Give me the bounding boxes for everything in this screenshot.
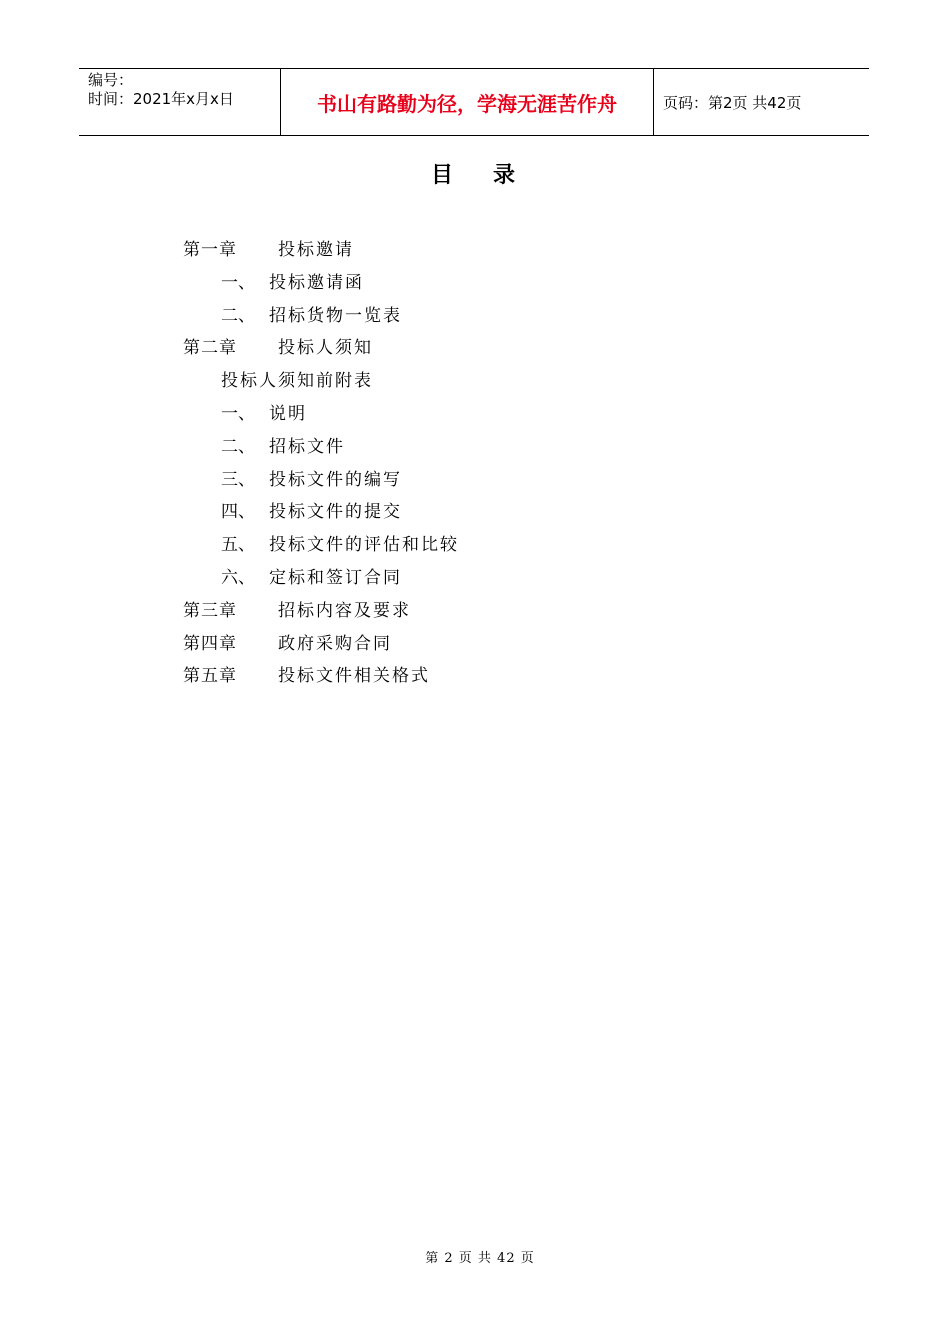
document-code-label: 编号：	[88, 71, 134, 89]
toc-text: 投标人须知	[278, 338, 373, 359]
toc-text: 投标邀请函	[269, 272, 364, 293]
toc-entry[interactable]	[183, 402, 459, 435]
header-motto: 书山有路勤为径，学海无涯苦作舟	[281, 69, 654, 135]
toc-entry[interactable]	[183, 271, 459, 304]
toc-text: 招标货物一览表	[269, 305, 402, 326]
page-title: 目录	[430, 163, 555, 188]
toc-number: 一、	[221, 272, 255, 293]
toc-number: 二、	[221, 436, 255, 457]
toc-number: 第五章	[183, 666, 237, 687]
toc-number: 三、	[221, 469, 255, 490]
toc-number: 第四章	[183, 633, 237, 654]
toc-entry[interactable]	[183, 664, 459, 697]
toc-entry[interactable]	[183, 632, 459, 665]
toc-entry[interactable]	[183, 304, 459, 337]
header-page-info: 页码：第2页 共42页	[663, 93, 802, 112]
toc-text: 招标文件	[269, 436, 345, 457]
toc-entry[interactable]	[183, 336, 459, 369]
toc-entry[interactable]	[183, 369, 459, 402]
toc-text: 投标文件的提交	[269, 502, 402, 523]
toc-text: 招标内容及要求	[278, 600, 411, 621]
toc-entry[interactable]	[183, 533, 459, 566]
toc-number: 第三章	[183, 600, 237, 621]
toc-text: 投标文件相关格式	[278, 666, 430, 687]
toc-text: 投标文件的评估和比较	[269, 535, 459, 556]
toc-entry[interactable]	[183, 238, 459, 271]
toc-number: 第一章	[183, 240, 237, 260]
toc-number: 四、	[221, 502, 255, 523]
toc-text: 投标人须知前附表	[221, 371, 373, 392]
toc-number: 六、	[221, 567, 255, 588]
toc-number: 第二章	[183, 338, 237, 359]
page-footer: 第 2 页 共 42 页	[425, 1251, 535, 1266]
toc-text: 投标邀请	[278, 240, 354, 260]
toc-number: 一、	[221, 403, 255, 424]
toc-entry[interactable]	[183, 500, 459, 533]
toc-entry[interactable]	[183, 435, 459, 468]
toc-entry[interactable]	[183, 566, 459, 599]
toc-number: 二、	[221, 305, 255, 326]
toc-text: 定标和签订合同	[269, 567, 402, 588]
toc-entry[interactable]	[183, 599, 459, 632]
toc-number: 五、	[221, 535, 255, 556]
table-of-contents	[183, 238, 459, 697]
header-meta	[79, 69, 281, 135]
page-header	[79, 68, 869, 136]
toc-text: 政府采购合同	[278, 633, 392, 654]
toc-text: 说明	[269, 403, 307, 424]
document-time: 时间：2021年x月x日	[88, 90, 234, 108]
toc-entry[interactable]	[183, 468, 459, 501]
toc-text: 投标文件的编写	[269, 469, 402, 490]
